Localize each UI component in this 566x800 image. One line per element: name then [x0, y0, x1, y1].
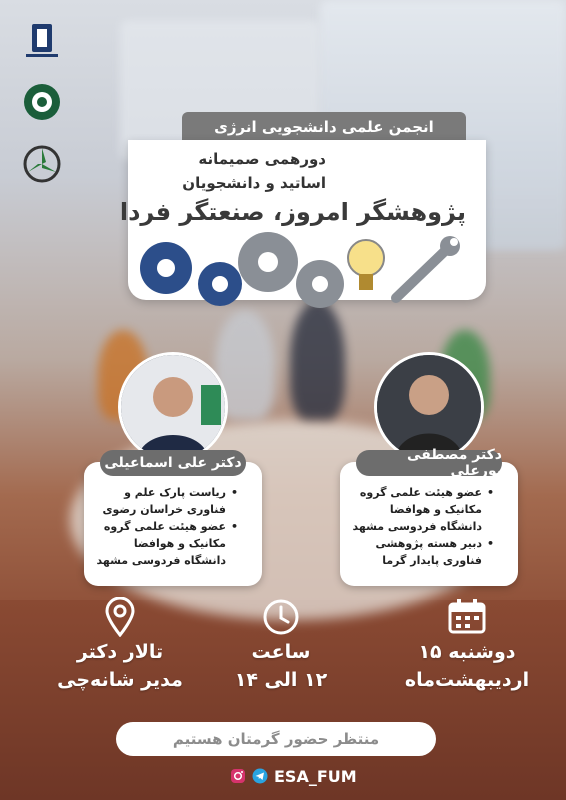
location-pin-icon	[45, 596, 195, 638]
headline-line2: اساتید و دانشجویان	[182, 174, 326, 192]
organization-tag: انجمن علمی دانشجویی انرژی	[182, 112, 466, 142]
welcome-banner: منتظر حضور گرمتان هستیم	[116, 722, 436, 756]
wrench-icon	[396, 236, 460, 298]
event-place	[45, 596, 195, 694]
association-logo	[20, 142, 64, 186]
speaker-bio	[84, 462, 262, 586]
event-date	[392, 596, 542, 694]
speaker-photo	[374, 352, 484, 462]
telegram-icon[interactable]	[252, 768, 268, 784]
university-logo	[20, 18, 64, 62]
social-handle-row[interactable]	[230, 765, 357, 787]
speaker-card	[84, 352, 262, 586]
lightbulb-icon	[348, 240, 384, 290]
instagram-icon[interactable]	[230, 768, 246, 784]
event-time	[206, 596, 356, 694]
date-line1: دوشنبه ۱۵	[418, 641, 516, 663]
headline-card	[119, 140, 486, 300]
time-value: ۱۲ الی ۱۴	[234, 669, 328, 691]
bio-item: • دبیر هسته پژوهشی فناوری پایدار گرما	[352, 535, 492, 569]
speaker-card	[340, 352, 518, 586]
speaker-name: دکتر مصطفی پورعلی	[356, 450, 502, 476]
logo-column	[12, 12, 72, 204]
gear-icon	[140, 242, 192, 294]
background-person	[290, 300, 345, 420]
bio-item: • عضو هیئت علمی گروه مکانیک و هوافضا دانشگاه فردوسی مشهد	[96, 518, 236, 569]
place-line1: تالار دکتر	[76, 641, 164, 663]
calendar-icon	[392, 596, 542, 638]
gears-illustration	[128, 228, 486, 308]
gear-icon	[198, 262, 242, 306]
place-line2: مدیر شانه‌چی	[57, 669, 183, 691]
social-handle[interactable]: ESA_FUM	[274, 766, 357, 786]
date-line2: اردیبهشت‌ماه	[404, 669, 530, 691]
bio-item: • ریاست پارک علم و فناوری خراسان رضوی	[96, 484, 236, 518]
gear-icon	[238, 232, 298, 292]
gear-icon	[296, 260, 344, 308]
headline-main: پژوهشگر امروز، صنعتگر فردا	[119, 198, 466, 226]
bio-item: • عضو هیئت علمی گروه مکانیک و هوافضا دانشگاه فردوسی مشهد	[352, 484, 492, 535]
science-park-logo	[20, 80, 64, 124]
headline-line1: دورهمی صمیمانه	[198, 150, 326, 168]
speaker-name: دکتر علی اسماعیلی	[100, 450, 246, 476]
speaker-photo	[118, 352, 228, 462]
speaker-bio	[340, 462, 518, 586]
time-label: ساعت	[251, 641, 311, 663]
clock-icon	[206, 596, 356, 638]
